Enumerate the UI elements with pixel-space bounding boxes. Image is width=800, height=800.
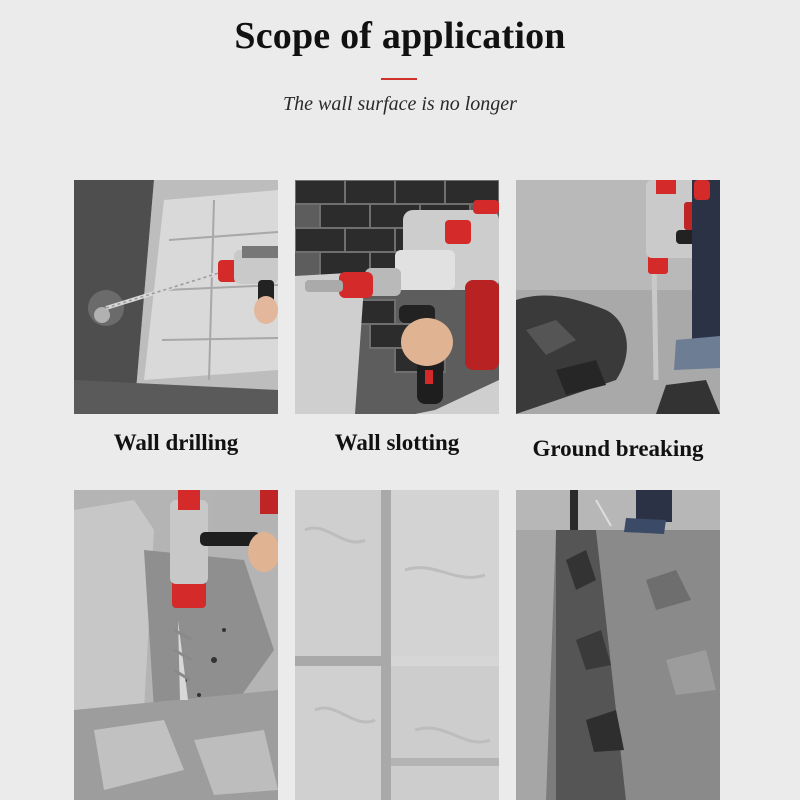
ground-breaking-label: Ground breaking — [532, 436, 704, 461]
page-subtitle: The wall surface is no longer — [283, 93, 517, 115]
tiled-wall-photo — [295, 490, 499, 800]
wall-drilling-label: Wall drilling — [113, 430, 239, 455]
ground-breaking-photo — [516, 180, 720, 414]
page-title: Scope of application — [234, 15, 566, 57]
floor-trench-photo — [516, 490, 720, 800]
title-accent-rule — [381, 78, 417, 80]
wall-drilling-photo — [74, 180, 278, 414]
wall-slotting-photo — [295, 180, 499, 414]
wall-slotting-label: Wall slotting — [334, 430, 460, 455]
concrete-drilling-photo — [74, 490, 278, 800]
